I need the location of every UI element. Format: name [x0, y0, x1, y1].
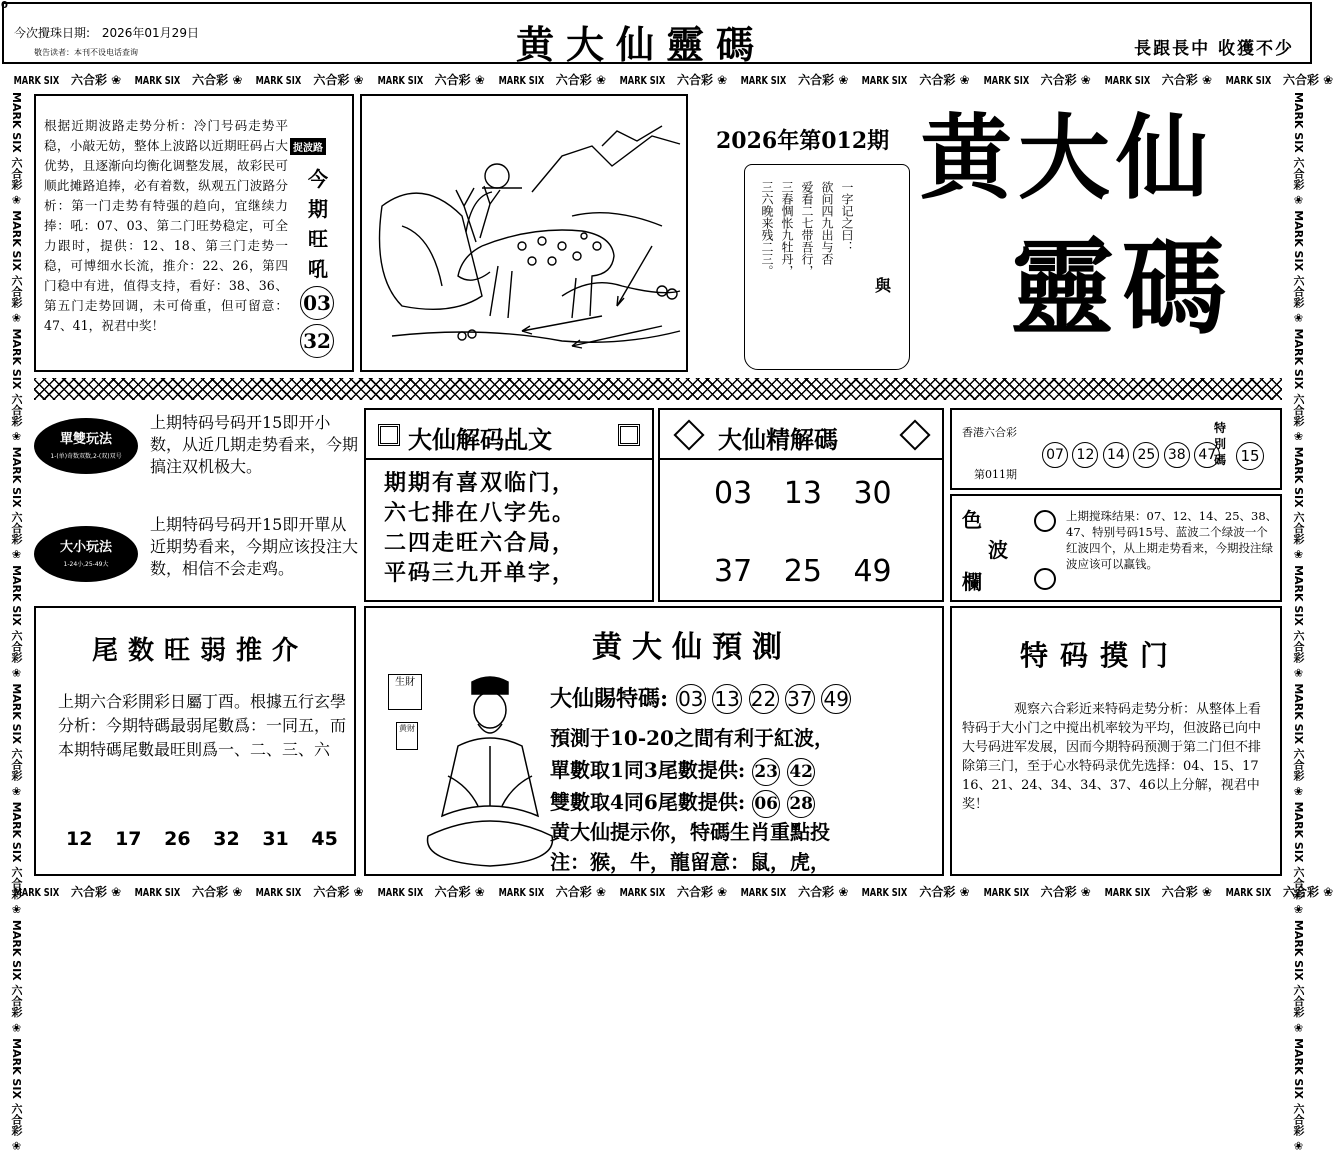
brand-line1: 黄大仙	[920, 104, 1215, 212]
oracle-poem-lines	[384, 468, 576, 588]
flower-icon: ❀	[1201, 885, 1213, 899]
prediction-line1: 預測于10-20之間有利于紅波，	[550, 726, 834, 750]
brand-line2: 靈碼	[1010, 226, 1235, 349]
band-unit	[733, 70, 848, 91]
odd-even-badge	[34, 418, 138, 474]
precise-number: 13	[783, 476, 822, 511]
liuhecai-text: 六合彩	[1157, 73, 1202, 87]
square-ornament-icon	[378, 424, 400, 446]
marksix-text: MARK SIX	[619, 886, 666, 899]
trend-number: 32	[300, 324, 334, 358]
flower-icon: ❀	[111, 73, 122, 87]
riddle-col: 三春惆怅九牡丹，	[780, 181, 794, 277]
poem-line: 平码三九开单字，	[384, 560, 577, 586]
flower-icon: ❀	[232, 73, 243, 87]
even-number: 28	[787, 790, 815, 818]
left-border-band	[8, 92, 34, 1153]
precise-number: 03	[714, 476, 753, 511]
hk-number: 07	[1042, 442, 1068, 468]
header	[2, 2, 1312, 67]
color-wave-text: 上期搅珠结果：07、12、14、25、38、47、特别号码15号、蓝波二个绿波一个红波四个，从上期走势看来，今期投注绿波应该可以赢钱。	[1066, 509, 1278, 571]
trend-tag: 捉波路	[290, 138, 326, 155]
seal-stamp: 生財	[388, 674, 422, 710]
color-wave-panel	[950, 494, 1282, 602]
color-wave-label-1: 色	[962, 508, 982, 532]
liuhecai-text: 六合彩	[66, 73, 112, 87]
band-unit	[976, 70, 1091, 91]
flower-icon: ❀	[111, 885, 122, 899]
band-unit	[248, 70, 363, 91]
oracle-poem-header	[366, 410, 652, 460]
poem-line: 二四走旺六合局，	[384, 530, 577, 556]
marksix-text: MARK SIX	[13, 74, 60, 87]
precise-code-row2	[714, 554, 892, 589]
flower-icon: ❀	[1080, 885, 1091, 899]
hatch-divider	[34, 378, 1282, 400]
trend-vertical-char: 今	[308, 167, 328, 191]
precise-number: 49	[853, 554, 892, 589]
prediction-title: 黄大仙預測	[592, 630, 792, 665]
corner-mark: 0	[1, 0, 8, 11]
flower-icon: ❀	[1080, 73, 1091, 87]
special-code-door-title: 特码摸门	[1020, 639, 1181, 672]
tail-numbers	[66, 828, 338, 850]
flower-icon: ❀	[959, 885, 970, 899]
marksix-text: MARK SIX	[862, 886, 908, 899]
marksix-text: MARK SIX	[134, 74, 181, 87]
tail-number-panel	[34, 606, 356, 876]
band-unit	[733, 882, 848, 903]
trend-numbers	[300, 286, 334, 358]
sage-illustration	[388, 666, 562, 870]
hk-number: 14	[1103, 442, 1129, 468]
big-small-label: 大小玩法	[59, 540, 112, 555]
liuhecai-text: 六合彩	[187, 885, 233, 899]
flower-icon: ❀	[1323, 885, 1334, 899]
odd-label: 單數取1同3尾數提供:	[550, 758, 746, 782]
liuhecai-text: 六合彩	[1036, 885, 1081, 899]
special-number: 13	[712, 684, 742, 714]
draw-date-value: 2026年01月29日	[101, 26, 199, 40]
liuhecai-text: 六合彩	[309, 885, 354, 899]
trend-text: 根据近期波路走势分析：冷门号码走势平稳，小敲无妨，整体上波路以近期旺码占大优势，且逐渐向均衡化调整发展，故彩民可顺此摊路追捧，必有着数，纵观五门波路分析：第一门走势有特强的趋向，宜继续力捧：吼：07、03、第二门旺势稳定，可全力跟时，提供：12、18、第三门走势一稳，可博细水长流，推介：22、26，第四门稳中有进，值得支持，看好：38、36、第五门走势回调，未可倚重，但可留意：47、41，祝君中奖！	[44, 118, 288, 333]
flower-icon: ❀	[1201, 73, 1213, 87]
even-number: 06	[752, 790, 780, 818]
odd-even-sub: 1-(单)奇数双数,2-(双)双号	[50, 453, 122, 460]
band-unit	[491, 882, 606, 903]
special-number: 22	[749, 684, 779, 714]
sage-figure	[418, 666, 562, 870]
odd-row	[550, 754, 815, 786]
special-label: 特別碼	[1214, 421, 1227, 467]
band-unit	[127, 882, 242, 903]
square-ornament-icon	[618, 424, 640, 446]
band-unit	[370, 882, 485, 903]
band-unit	[612, 882, 727, 903]
riddle-scroll	[744, 164, 910, 370]
last-draw-result-panel	[950, 408, 1282, 490]
special-row	[550, 682, 851, 714]
flower-icon: ❀	[232, 885, 243, 899]
marksix-text: MARK SIX	[1104, 74, 1151, 87]
top-border-band	[6, 70, 1334, 90]
marksix-text: MARK SIX	[377, 74, 423, 87]
marksix-text: MARK SIX	[1104, 886, 1151, 899]
band-unit	[854, 882, 969, 903]
bottom-border-band	[6, 882, 1334, 902]
color-wave-label-2: 波	[988, 538, 1008, 562]
vertical-band-text: MARK SIX 六合彩 ❀ MARK SIX 六合彩 ❀ MARK SIX 六合彩 ❀ MARK SIX 六合彩 ❀ MARK SIX 六合彩 ❀ MARK SIX 六合彩 ❀ MARK SIX 六合彩 ❀ MARK SIX 六合彩 ❀ MARK SIX 六合彩 ❀	[10, 92, 23, 1153]
special-code-door-panel	[950, 606, 1282, 876]
band-unit	[1218, 882, 1333, 903]
hk-issue: 第011期	[974, 468, 1017, 481]
vertical-band-text: MARK SIX 六合彩 ❀ MARK SIX 六合彩 ❀ MARK SIX 六合彩 ❀ MARK SIX 六合彩 ❀ MARK SIX 六合彩 ❀ MARK SIX 六合彩 ❀ MARK SIX 六合彩 ❀ MARK SIX 六合彩 ❀ MARK SIX 六合彩 ❀	[1292, 92, 1305, 1153]
hk-special-number: 15	[1236, 442, 1264, 470]
band-unit	[1218, 70, 1333, 91]
prediction-line4: 黄大仙提示你，特碼生肖重點投	[550, 820, 830, 844]
liuhecai-text: 六合彩	[1278, 73, 1324, 87]
marksix-text: MARK SIX	[1225, 74, 1272, 87]
marksix-text: MARK SIX	[498, 886, 544, 899]
special-number: 37	[785, 684, 815, 714]
marksix-text: MARK SIX	[740, 886, 787, 899]
odd-number: 42	[787, 758, 815, 786]
prediction-panel	[364, 606, 944, 876]
riddle-text	[759, 181, 855, 277]
circle-ornament-icon	[1034, 510, 1056, 532]
marksix-text: MARK SIX	[256, 886, 302, 899]
hk-number: 38	[1164, 442, 1190, 468]
marksix-text: MARK SIX	[134, 886, 181, 899]
hk-number: 47	[1194, 442, 1220, 468]
tail-number: 17	[115, 828, 142, 850]
diamond-ornament-icon	[673, 419, 704, 450]
special-number: 03	[676, 684, 706, 714]
marksix-text: MARK SIX	[619, 74, 666, 87]
hk-label: 香港六合彩	[962, 426, 1017, 439]
precise-code-header	[660, 410, 942, 460]
marksix-text: MARK SIX	[498, 74, 544, 87]
page-title: 黄大仙靈碼	[516, 22, 767, 67]
riddle-col: 欲问四九出与否	[820, 181, 834, 265]
tail-number: 31	[262, 828, 289, 850]
liuhecai-text: 六合彩	[794, 73, 839, 87]
flower-icon: ❀	[1323, 73, 1334, 87]
liuhecai-text: 六合彩	[672, 73, 718, 87]
trend-number: 03	[300, 286, 334, 320]
oracle-poem-panel	[364, 408, 654, 602]
marksix-text: MARK SIX	[1225, 886, 1272, 899]
band-unit	[370, 70, 485, 91]
band-unit	[6, 70, 121, 91]
tail-number: 45	[311, 828, 338, 850]
tail-text: 上期六合彩開彩日屬丁酉。根據五行玄學分析：今期特碼最弱尾數爲：一同五，而本期特碼尾數最旺則爲一、二、三、六	[58, 692, 347, 759]
liuhecai-text: 六合彩	[915, 885, 960, 899]
trend-vertical-char: 吼	[308, 257, 328, 281]
liuhecai-text: 六合彩	[1157, 885, 1202, 899]
deer-illustration	[360, 94, 688, 372]
riddle-col: 爱看二七带吾行，	[800, 181, 814, 277]
trend-vertical-char: 期	[308, 197, 328, 221]
marksix-text: MARK SIX	[256, 74, 302, 87]
color-wave-label-3: 欄	[962, 570, 982, 594]
band-unit	[1097, 882, 1212, 903]
precise-number: 25	[783, 554, 822, 589]
flower-icon: ❀	[838, 885, 849, 899]
slogan: 長跟長中 收獲不少	[1134, 39, 1294, 59]
liuhecai-text: 六合彩	[551, 73, 596, 87]
hk-number: 25	[1133, 442, 1159, 468]
riddle-col: 三六晚来残二三。	[760, 181, 774, 277]
tail-number: 32	[213, 828, 240, 850]
flower-icon: ❀	[838, 73, 849, 87]
precise-code-title: 大仙精解碼	[718, 425, 838, 454]
even-row	[550, 786, 815, 818]
special-label: 大仙賜特碼:	[550, 686, 669, 712]
marksix-text: MARK SIX	[740, 74, 787, 87]
poem-line: 六七排在八字先。	[384, 500, 577, 526]
tail-number: 12	[66, 828, 93, 850]
odd-number: 23	[752, 758, 780, 786]
liuhecai-text: 六合彩	[66, 885, 112, 899]
diamond-ornament-icon	[899, 419, 930, 450]
flower-icon: ❀	[717, 885, 728, 899]
liuhecai-text: 六合彩	[915, 73, 960, 87]
band-unit	[1097, 70, 1212, 91]
liuhecai-text: 六合彩	[672, 885, 718, 899]
liuhecai-text: 六合彩	[1036, 73, 1081, 87]
big-small-text: 上期特码号码开15即开單从近期势看来，今期应该投注大数，相信不会走鸡。	[150, 515, 359, 578]
draw-date-label: 今次攪珠日期:	[14, 26, 91, 40]
band-unit	[491, 70, 606, 91]
notice: 敬告读者：本刊不设电话查询	[34, 48, 138, 57]
flower-icon: ❀	[595, 73, 607, 87]
special-numbers	[676, 687, 851, 711]
flower-icon: ❀	[595, 885, 607, 899]
trend-vertical-char: 旺	[308, 227, 328, 251]
liuhecai-text: 六合彩	[794, 885, 839, 899]
riddle-col: 一字记之曰：	[840, 181, 854, 253]
poem-line: 期期有喜双临门，	[384, 470, 577, 496]
circle-ornament-icon	[1034, 568, 1056, 590]
liuhecai-text: 六合彩	[430, 73, 475, 87]
big-small-sub: 1-24小,25-49大	[63, 561, 109, 568]
marksix-text: MARK SIX	[13, 886, 60, 899]
precise-number: 30	[853, 476, 892, 511]
band-unit	[127, 70, 242, 91]
special-number: 49	[821, 684, 851, 714]
flower-icon: ❀	[474, 885, 485, 899]
flower-icon: ❀	[353, 73, 364, 87]
big-small-badge	[34, 526, 138, 582]
liuhecai-text: 六合彩	[187, 73, 233, 87]
special-code-door-text: 观察六合彩近来特码走势分析：从整体上看特码于大小门之中搅出机率较为平均，但波路已向中大号码进军发展，因而今期特码预测于第二门但不排除第三门，至于心水特码录优先选择：04、15、17 16、21、24、34、34、37、46以上分解，视君中奖！	[962, 702, 1262, 812]
marksix-text: MARK SIX	[983, 886, 1029, 899]
marksix-text: MARK SIX	[377, 886, 423, 899]
flower-icon: ❀	[717, 73, 728, 87]
odd-even-label: 單雙玩法	[59, 432, 112, 447]
band-unit	[612, 70, 727, 91]
flower-icon: ❀	[353, 885, 364, 899]
tail-title: 尾数旺弱推介	[92, 636, 309, 666]
band-unit	[854, 70, 969, 91]
deer-drawing	[362, 96, 686, 370]
flower-icon: ❀	[474, 73, 485, 87]
band-unit	[248, 882, 363, 903]
right-border-band	[1290, 92, 1316, 1153]
tail-number: 26	[164, 828, 191, 850]
oracle-poem-title: 大仙解码乩文	[408, 425, 552, 454]
band-unit	[976, 882, 1091, 903]
marksix-text: MARK SIX	[862, 74, 908, 87]
issue-label: 2026年第012期	[716, 128, 890, 154]
seal-stamp-small: 黄财	[396, 722, 418, 750]
precise-code-panel	[658, 408, 944, 602]
hk-numbers	[1042, 442, 1220, 468]
hk-number: 12	[1072, 442, 1098, 468]
draw-date	[14, 24, 199, 41]
prediction-line5: 注：猴，牛，龍留意：鼠，虎，	[550, 850, 830, 874]
odd-even-text: 上期特码号码开15即开小数，从近几期走势看来，今期搞注双机极大。	[150, 413, 359, 476]
liuhecai-text: 六合彩	[309, 73, 354, 87]
liuhecai-text: 六合彩	[1278, 885, 1324, 899]
precise-code-row1	[714, 476, 892, 511]
flower-icon: ❀	[959, 73, 970, 87]
trend-vertical-label	[306, 164, 330, 284]
precise-number: 37	[714, 554, 753, 589]
liuhecai-text: 六合彩	[430, 885, 475, 899]
liuhecai-text: 六合彩	[551, 885, 596, 899]
trend-analysis-panel	[34, 94, 354, 372]
even-label: 雙數取4同6尾數提供:	[550, 790, 746, 814]
marksix-text: MARK SIX	[983, 74, 1029, 87]
riddle-answer: 與	[875, 276, 892, 295]
